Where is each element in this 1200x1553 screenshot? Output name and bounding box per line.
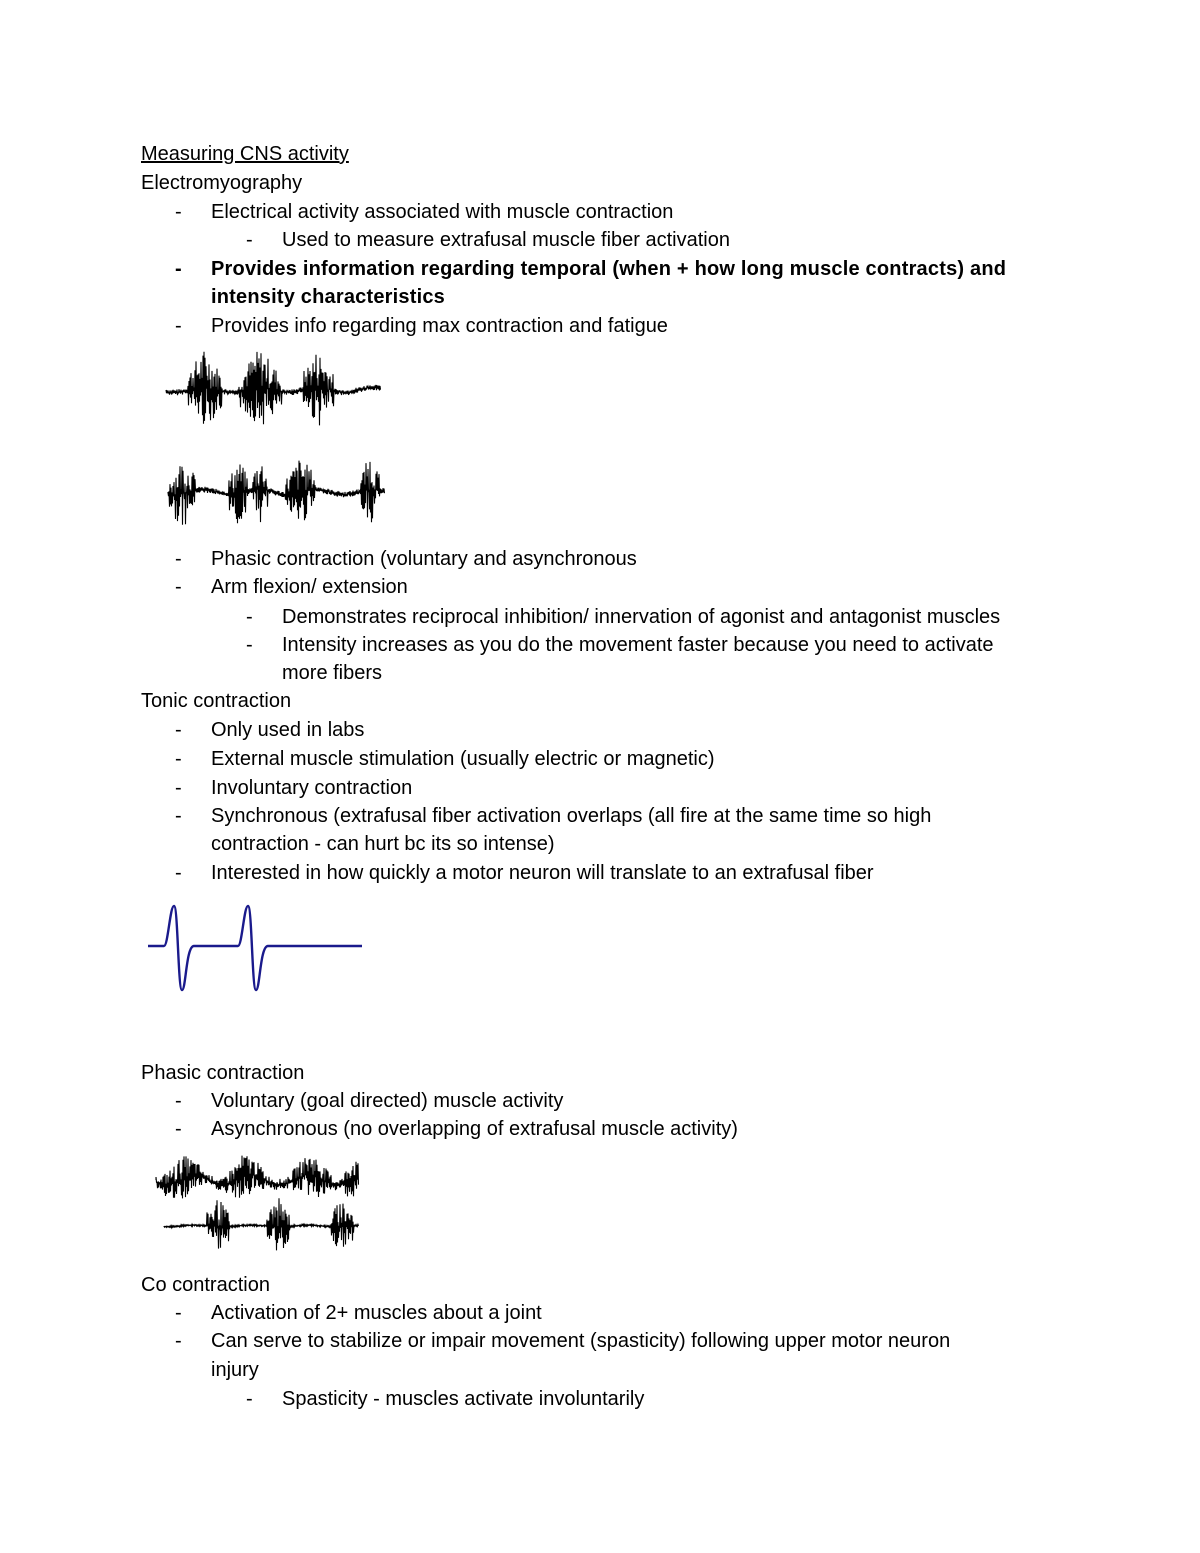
list-item-text: Used to measure extrafusal muscle fiber activation <box>282 229 730 251</box>
list-item-text: Electrical activity associated with muscle contraction <box>211 201 674 223</box>
list-item-text: Voluntary (goal directed) muscle activity <box>211 1090 564 1112</box>
bullet-dash: - <box>175 1330 182 1352</box>
bullet-dash: - <box>175 1302 182 1324</box>
list-item-continuation: intensity characteristics <box>211 286 445 308</box>
page-title: Measuring CNS activity <box>141 143 349 165</box>
list-item-text: Phasic contraction (voluntary and asynchronous <box>211 548 637 570</box>
list-item-text: External muscle stimulation (usually electric or magnetic) <box>211 748 715 770</box>
bullet-dash: - <box>175 1118 182 1140</box>
bullet-dash: - <box>175 805 182 827</box>
tonic-waveform-figure <box>146 902 366 994</box>
list-item-text: Activation of 2+ muscles about a joint <box>211 1302 542 1324</box>
tonic-waveform-line <box>148 906 362 990</box>
trace-line <box>166 352 381 426</box>
bullet-dash: - <box>175 748 182 770</box>
section-heading-tonic: Tonic contraction <box>141 690 292 712</box>
phasic-emg-figure <box>152 1148 364 1266</box>
trace-line <box>164 1198 359 1250</box>
list-item-text: Interested in how quickly a motor neuron will translate to an extrafusal fiber <box>211 862 874 884</box>
list-item-text: Intensity increases as you do the movement faster because you need to activate <box>282 634 994 656</box>
emg-trace-top <box>166 352 381 426</box>
list-item-text: Only used in labs <box>211 719 365 741</box>
list-item-text: Involuntary contraction <box>211 777 413 799</box>
list-item-text: Arm flexion/ extension <box>211 576 408 598</box>
bullet-dash: - <box>246 634 253 656</box>
list-item-text: Provides information regarding temporal (when + how long muscle contracts) and <box>211 258 1007 280</box>
section-heading-emg: Electromyography <box>141 172 303 194</box>
emg-trace-bottom <box>168 461 385 525</box>
bullet-dash: - <box>175 201 182 223</box>
list-item-text: Provides info regarding max contraction and fatigue <box>211 315 668 337</box>
list-item-continuation: contraction - can hurt bc its so intense) <box>211 833 555 855</box>
list-item-text: Demonstrates reciprocal inhibition/ innervation of agonist and antagonist muscles <box>282 606 1001 628</box>
trace-line <box>168 461 385 525</box>
list-item-text: Synchronous (extrafusal fiber activation overlaps (all fire at the same time so high <box>211 805 932 827</box>
bullet-dash: - <box>175 548 182 570</box>
bullet-dash: - <box>175 862 182 884</box>
bullet-dash: - <box>175 315 182 337</box>
list-item-text: Spasticity - muscles activate involuntarily <box>282 1388 645 1410</box>
section-heading-phasic: Phasic contraction <box>141 1062 305 1084</box>
bullet-dash: - <box>175 1090 182 1112</box>
list-item-text: Asynchronous (no overlapping of extrafusal muscle activity) <box>211 1118 738 1140</box>
trace-line <box>156 1156 359 1199</box>
phasic-trace-top <box>156 1156 359 1199</box>
emg-trace-figure <box>160 342 390 532</box>
list-item-text: Can serve to stabilize or impair movement (spasticity) following upper motor neuron <box>211 1330 951 1352</box>
section-heading-co: Co contraction <box>141 1274 270 1296</box>
bullet-dash: - <box>175 777 182 799</box>
list-item-continuation: injury <box>211 1359 259 1381</box>
bullet-dash: - <box>246 229 253 251</box>
phasic-trace-bottom <box>164 1198 359 1250</box>
bullet-dash: - <box>246 606 253 628</box>
bullet-dash: - <box>175 258 182 280</box>
bullet-dash: - <box>175 576 182 598</box>
list-item-continuation: more fibers <box>282 662 383 684</box>
bullet-dash: - <box>246 1388 253 1410</box>
bullet-dash: - <box>175 719 182 741</box>
